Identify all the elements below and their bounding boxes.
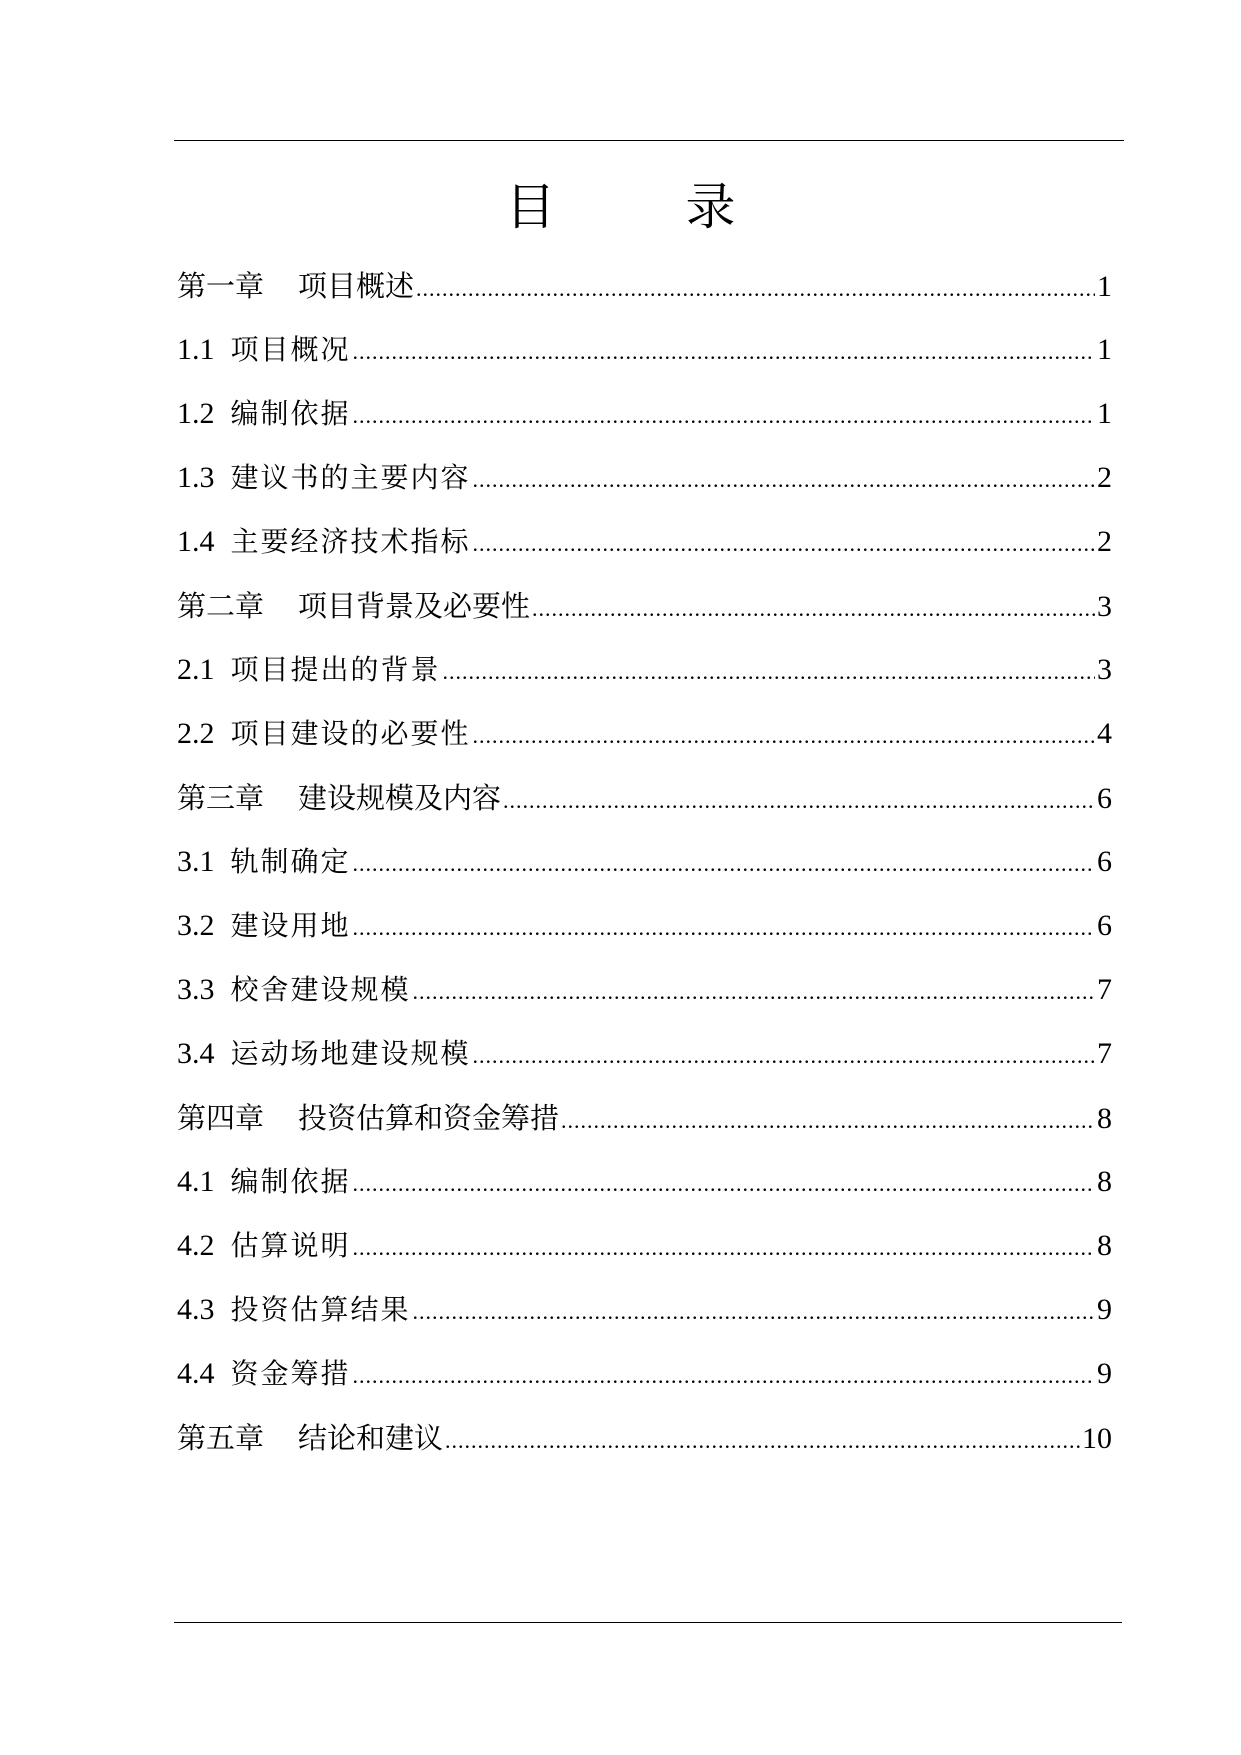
toc-chapter-entry[interactable] xyxy=(177,766,1112,830)
dot-leader xyxy=(353,1152,1095,1216)
section-number: 1.2 xyxy=(177,397,215,430)
section-title: 主要经济技术指标 xyxy=(230,525,471,558)
dot-leader xyxy=(413,1280,1095,1344)
toc-section-entry[interactable] xyxy=(177,382,1112,446)
toc-section-entry[interactable] xyxy=(177,1022,1112,1086)
section-number: 4.2 xyxy=(177,1229,215,1262)
section-title: 建设用地 xyxy=(230,909,351,942)
chapter-title: 建设规模及内容 xyxy=(298,781,502,815)
toc-section-entry[interactable] xyxy=(177,894,1112,958)
toc-section-entry[interactable] xyxy=(177,1214,1112,1278)
chapter-label: 第四章 xyxy=(177,1101,265,1135)
dot-leader xyxy=(503,769,1095,833)
section-number: 3.4 xyxy=(177,1037,215,1070)
page-number: 9 xyxy=(1097,1357,1112,1390)
page-number: 8 xyxy=(1097,1102,1112,1135)
dot-leader xyxy=(353,1216,1095,1280)
page-number: 2 xyxy=(1097,461,1112,494)
toc-section-entry[interactable] xyxy=(177,958,1112,1022)
section-title: 编制依据 xyxy=(230,1165,351,1198)
page-number: 4 xyxy=(1097,717,1112,750)
toc-section-entry[interactable] xyxy=(177,1342,1112,1406)
section-title: 运动场地建设规模 xyxy=(230,1037,471,1070)
section-number: 2.2 xyxy=(177,717,215,750)
section-title: 投资估算结果 xyxy=(230,1293,411,1326)
toc-section-entry[interactable] xyxy=(177,446,1112,510)
dot-leader xyxy=(443,640,1095,704)
page-number: 6 xyxy=(1097,782,1112,815)
page-number: 3 xyxy=(1097,653,1112,686)
chapter-label: 第三章 xyxy=(177,781,265,815)
section-title: 项目概况 xyxy=(230,333,351,366)
section-title: 建议书的主要内容 xyxy=(230,461,471,494)
page-number: 1 xyxy=(1097,397,1112,430)
chapter-title: 投资估算和资金筹措 xyxy=(298,1101,560,1135)
toc-chapter-entry[interactable] xyxy=(177,1406,1112,1470)
dot-leader xyxy=(416,257,1095,321)
section-number: 2.1 xyxy=(177,653,215,686)
page-number: 3 xyxy=(1097,590,1112,623)
toc-section-entry[interactable] xyxy=(177,1150,1112,1214)
dot-leader xyxy=(413,960,1095,1024)
section-title: 校舍建设规模 xyxy=(230,973,411,1006)
page-number: 6 xyxy=(1097,909,1112,942)
table-of-contents xyxy=(177,254,1112,1470)
page-number: 6 xyxy=(1097,845,1112,878)
dot-leader xyxy=(353,1344,1095,1408)
toc-section-entry[interactable] xyxy=(177,318,1112,382)
page-number: 7 xyxy=(1097,1037,1112,1070)
chapter-title: 项目背景及必要性 xyxy=(298,589,531,623)
section-title: 轨制确定 xyxy=(230,845,351,878)
dot-leader xyxy=(473,704,1095,768)
toc-section-entry[interactable] xyxy=(177,702,1112,766)
section-title: 估算说明 xyxy=(230,1229,351,1262)
page-number: 8 xyxy=(1097,1165,1112,1198)
page-number: 1 xyxy=(1097,270,1112,303)
page-number: 8 xyxy=(1097,1229,1112,1262)
section-title: 项目提出的背景 xyxy=(230,653,441,686)
section-title: 资金筹措 xyxy=(230,1357,351,1390)
section-title: 编制依据 xyxy=(230,397,351,430)
dot-leader xyxy=(473,1024,1095,1088)
toc-chapter-entry[interactable] xyxy=(177,1086,1112,1150)
page-number: 2 xyxy=(1097,525,1112,558)
section-number: 1.4 xyxy=(177,525,215,558)
dot-leader xyxy=(353,320,1095,384)
page-number: 10 xyxy=(1082,1422,1112,1455)
section-number: 4.1 xyxy=(177,1165,215,1198)
dot-leader xyxy=(353,896,1095,960)
dot-leader xyxy=(353,832,1095,896)
page-number: 9 xyxy=(1097,1293,1112,1326)
dot-leader xyxy=(532,577,1095,641)
page-number: 7 xyxy=(1097,973,1112,1006)
dot-leader xyxy=(445,1409,1080,1473)
section-number: 1.1 xyxy=(177,333,215,366)
toc-section-entry[interactable] xyxy=(177,1278,1112,1342)
section-number: 4.3 xyxy=(177,1293,215,1326)
footer-rule xyxy=(174,1622,1122,1623)
header-rule xyxy=(174,140,1124,141)
toc-section-entry[interactable] xyxy=(177,830,1112,894)
dot-leader xyxy=(561,1089,1095,1153)
section-number: 3.1 xyxy=(177,845,215,878)
chapter-label: 第二章 xyxy=(177,589,265,623)
dot-leader xyxy=(473,512,1095,576)
section-number: 1.3 xyxy=(177,461,215,494)
dot-leader xyxy=(353,384,1095,448)
toc-chapter-entry[interactable] xyxy=(177,254,1112,318)
dot-leader xyxy=(473,448,1095,512)
section-number: 3.3 xyxy=(177,973,215,1006)
toc-section-entry[interactable] xyxy=(177,510,1112,574)
page-number: 1 xyxy=(1097,333,1112,366)
page-title: 目 录 xyxy=(505,178,776,236)
toc-chapter-entry[interactable] xyxy=(177,574,1112,638)
chapter-title: 结论和建议 xyxy=(298,1421,444,1455)
section-number: 4.4 xyxy=(177,1357,215,1390)
section-title: 项目建设的必要性 xyxy=(230,717,471,750)
chapter-label: 第五章 xyxy=(177,1421,265,1455)
section-number: 3.2 xyxy=(177,909,215,942)
chapter-title: 项目概述 xyxy=(298,269,415,303)
chapter-label: 第一章 xyxy=(177,269,265,303)
toc-section-entry[interactable] xyxy=(177,638,1112,702)
